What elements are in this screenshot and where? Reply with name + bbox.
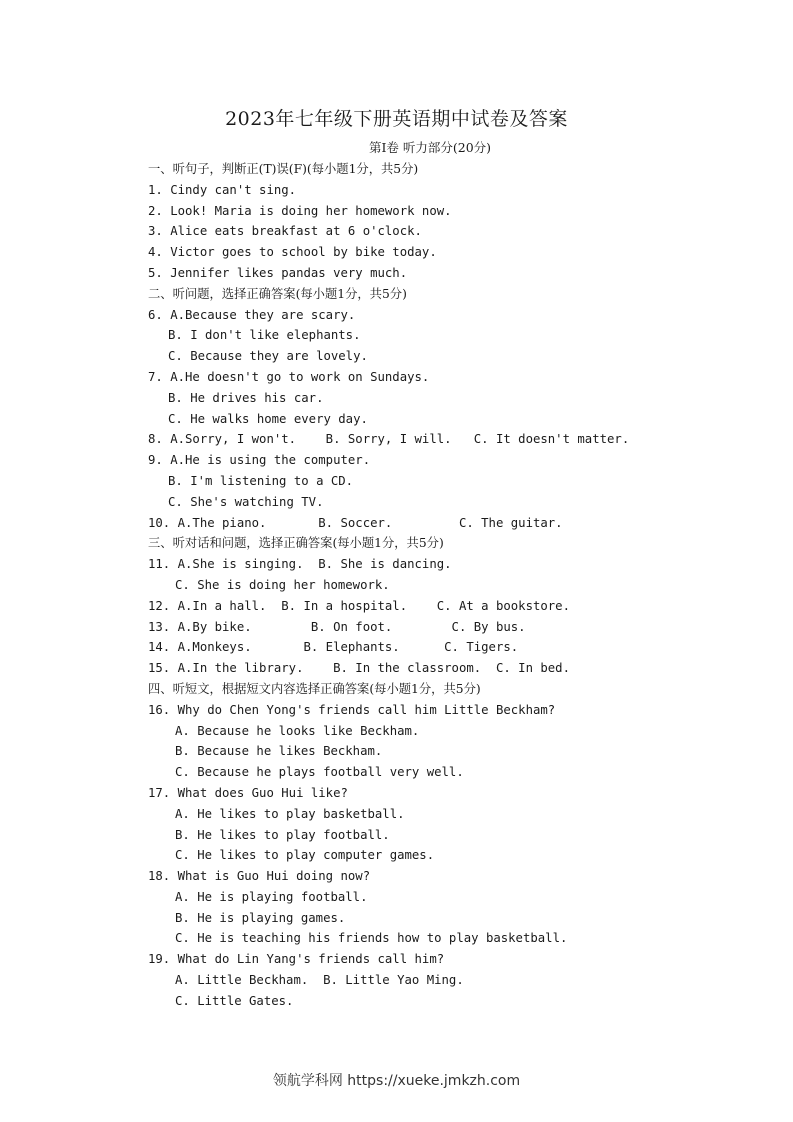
answer-option: C. Because he plays football very well. [175, 765, 464, 780]
answer-option: A. He is playing football. [175, 889, 368, 904]
question-item: 9. A.He is using the computer. [148, 453, 371, 468]
answer-option: A. Little Beckham. B. Little Yao Ming. [175, 973, 464, 988]
answer-option: A. Because he looks like Beckham. [175, 723, 420, 738]
question-item: 13. A.By bike. B. On foot. C. By bus. [148, 619, 526, 634]
answer-option: B. I'm listening to a CD. [168, 473, 354, 488]
question-item: 19. What do Lin Yang's friends call him? [148, 952, 445, 967]
answer-option: C. He likes to play computer games. [175, 848, 435, 863]
answer-option: C. Little Gates. [175, 993, 294, 1008]
section-heading: 二、听问题，选择正确答案(每小题1分，共5分) [148, 286, 407, 301]
footer-watermark: 领航学科网 https://xueke.jmkzh.com [272, 1073, 521, 1089]
part-heading: 第Ⅰ卷 听力部分(20分) [368, 140, 492, 155]
question-item: 2. Look! Maria is doing her homework now. [148, 203, 452, 218]
section-heading: 三、听对话和问题，选择正确答案(每小题1分，共5分) [148, 536, 444, 551]
question-item: 8. A.Sorry, I won't. B. Sorry, I will. C. It doesn't matter. [148, 432, 630, 447]
question-item: 7. A.He doesn't go to work on Sundays. [148, 369, 430, 384]
answer-option: B. I don't like elephants. [168, 328, 361, 343]
document-title: 2023年七年级下册英语期中试卷及答案 [225, 108, 568, 130]
question-item: 18. What is Guo Hui doing now? [148, 869, 371, 884]
answer-option: B. He is playing games. [175, 910, 346, 925]
answer-option: C. Because they are lovely. [168, 349, 368, 364]
section-heading: 四、听短文，根据短文内容选择正确答案(每小题1分，共5分) [148, 681, 481, 696]
section-heading: 一、听句子，判断正(T)误(F)(每小题1分，共5分) [148, 162, 419, 176]
answer-option: B. Because he likes Beckham. [175, 744, 383, 759]
answer-option: B. He drives his car. [168, 390, 324, 405]
question-item: 15. A.In the library. B. In the classroom. C. In bed. [148, 661, 570, 676]
question-item: 17. What does Guo Hui like? [148, 785, 348, 800]
question-item: 1. Cindy can't sing. [148, 182, 297, 197]
question-item: 4. Victor goes to school by bike today. [148, 245, 437, 260]
answer-option: C. She is doing her homework. [175, 577, 390, 592]
answer-option: A. He likes to play basketball. [175, 806, 405, 821]
answer-option: C. She's watching TV. [168, 494, 324, 509]
answer-option: B. He likes to play football. [175, 827, 390, 842]
question-item: 10. A.The piano. B. Soccer. C. The guitar. [148, 515, 563, 530]
question-item: 6. A.Because they are scary. [148, 307, 356, 322]
question-item: 3. Alice eats breakfast at 6 o'clock. [148, 224, 422, 239]
question-item: 16. Why do Chen Yong's friends call him Little Beckham? [148, 702, 556, 717]
question-item: 5. Jennifer likes pandas very much. [148, 265, 408, 280]
answer-option: C. He is teaching his friends how to play basketball. [175, 931, 568, 946]
question-item: 11. A.She is singing. B. She is dancing. [148, 557, 452, 572]
question-item: 14. A.Monkeys. B. Elephants. C. Tigers. [148, 640, 519, 655]
question-item: 12. A.In a hall. B. In a hospital. C. At a bookstore. [148, 598, 570, 613]
answer-option: C. He walks home every day. [168, 411, 368, 426]
question-list [148, 159, 768, 1012]
